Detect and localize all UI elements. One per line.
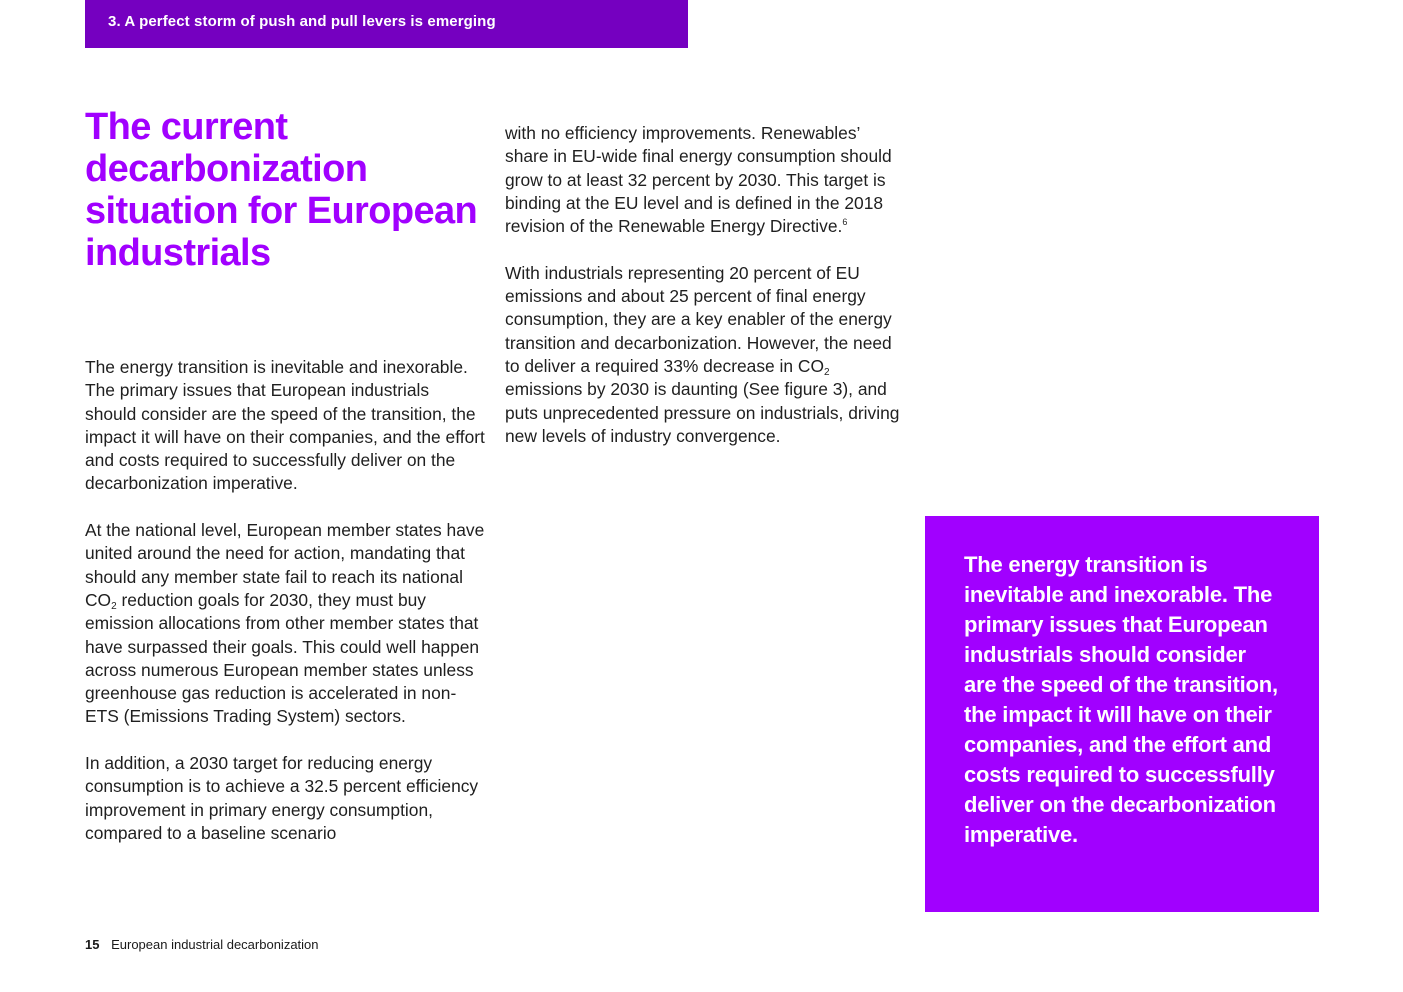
page-footer (85, 937, 319, 952)
body-paragraph (505, 262, 900, 448)
body-paragraph (85, 519, 485, 729)
body-paragraph (505, 122, 900, 238)
section-banner (85, 0, 688, 48)
co2-subscript: 2 (111, 600, 117, 612)
document-title: European industrial decarbonization (111, 937, 319, 952)
footnote-reference[interactable]: 6 (842, 217, 848, 228)
body-paragraph: The energy transition is inevitable and inexorable. The primary issues that European industrials should consider are the speed of the transition, the impact it will have on their companies, and the effort and costs required to successfully deliver on the decarbonization imperative. (85, 357, 485, 494)
paragraph-text: with no efficiency improvements. Renewables’ share in EU-wide final energy consumption should grow to at least 32 percent by 2030. This target is binding at the EU level and is defined in the 2018 revision of the Renewable Energy Directive. (505, 123, 892, 237)
co2-subscript: 2 (824, 366, 830, 378)
section-banner-label: 3. A perfect storm of push and pull levers is emerging (108, 13, 496, 30)
page-number: 15 (85, 937, 100, 952)
paragraph-text: emissions by 2030 is daunting (See figure 3), and puts unprecedented pressure on industrials, driving new levels of industry convergence. (505, 379, 900, 446)
pull-quote-text: The energy transition is inevitable and inexorable. The primary issues that European industrials should consider are the speed of the transition, the impact it will have on their companies, and the effort and costs required to successfully deliver on the decarbonization imperative. (964, 552, 1278, 847)
paragraph-text: reduction goals for 2030, they must buy emission allocations from other member states that have surpassed their goals. This could well happen across numerous European member states unless greenhouse gas reduction is accelerated in non-ETS (Emissions Trading System) sectors. (85, 589, 480, 727)
pull-quote-box (925, 516, 1319, 912)
paragraph-text: With industrials representing 20 percent of EU emissions and about 25 percent of final energy consumption, they are a key enabler of the energy transition and decarbonization. However, the need to deliver a required 33% decrease in CO (505, 262, 892, 376)
paragraph-text: At the national level, European member states have united around the need for action, mandating that should any member state fail to reach its national CO (85, 520, 485, 610)
left-text-column (85, 356, 485, 869)
page-title: The current decarbonization situation for European industrials (85, 106, 478, 274)
right-text-column (505, 122, 900, 471)
body-paragraph: In addition, a 2030 target for reducing energy consumption is to achieve a 32.5 percent efficiency improvement in primary energy consumption, compared to a baseline scenario (85, 753, 479, 843)
